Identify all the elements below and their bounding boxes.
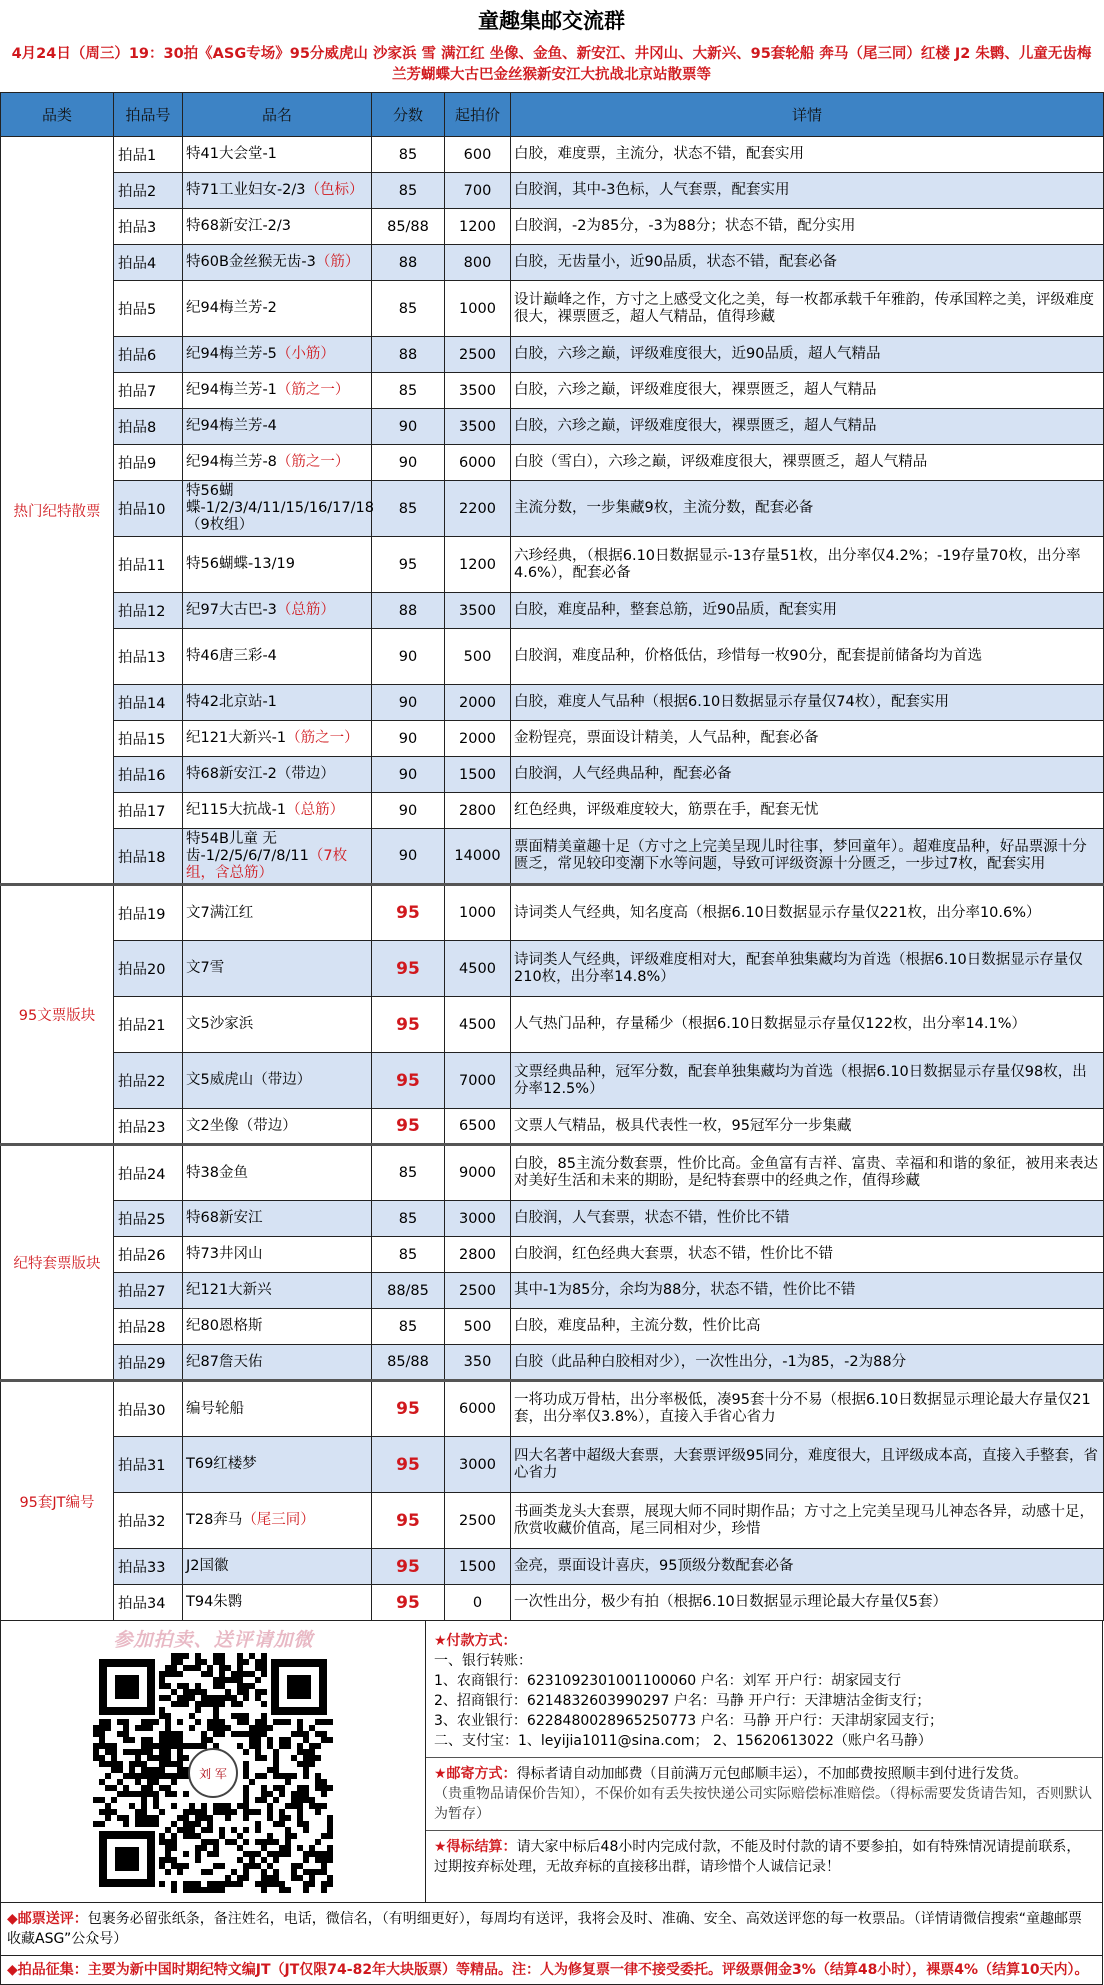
mailing-heading: ★邮寄方式：	[434, 1766, 517, 1782]
lot-start-price: 4500	[445, 941, 511, 997]
lot-name-text: 文7满江红	[186, 904, 254, 921]
lot-code: 拍品12	[114, 593, 183, 629]
qr-heading: 参加拍卖、送评请加微	[113, 1629, 314, 1651]
lot-name-text: T28奔马	[186, 1512, 243, 1528]
lot-start-price: 3500	[445, 409, 511, 445]
lot-name-text: 特68新安江-2/3	[186, 218, 292, 234]
lot-code: 拍品2	[114, 173, 183, 209]
lot-name-note: （小筋）	[276, 346, 335, 362]
lot-code: 拍品30	[114, 1381, 183, 1437]
qr-logo: 刘 军	[199, 1767, 227, 1781]
table-row	[1, 885, 1104, 941]
payment-heading: ★付款方式：	[434, 1633, 517, 1649]
lot-name-text: 纪121大新兴-1	[186, 730, 287, 746]
lot-name-text: T69红楼梦	[186, 1456, 257, 1472]
table-row	[1, 481, 1104, 537]
lot-name-text: 纪94梅兰芳-4	[186, 418, 277, 434]
lot-name	[183, 481, 372, 537]
settlement-info	[434, 1837, 1094, 1877]
lot-name-note: （筋）	[315, 254, 360, 270]
lot-name-text: 特71工业妇女-2/3	[186, 182, 306, 198]
lot-code: 拍品4	[114, 245, 183, 281]
lot-name	[183, 941, 372, 997]
table-row	[1, 629, 1104, 685]
header-category: 品类	[1, 93, 114, 137]
lot-name	[183, 281, 372, 337]
auction-subtitle: 4月24日（周三）19：30拍《ASG专场》95分威虎山 沙家浜 雪 满江红 坐像、金鱼、新安江、井冈山、大新兴、95套轮船 奔马（尾三同）红楼 J2 朱鹮、儿童无齿梅兰芳蝴蝶大古巴金丝猴新安江大抗战北京站散票等	[11, 46, 1092, 83]
lot-start-price: 2500	[445, 1273, 511, 1309]
table-row	[1, 1109, 1104, 1145]
qr-panel	[1, 1621, 426, 1902]
lot-name	[183, 629, 372, 685]
lot-name	[183, 593, 372, 629]
lot-code: 拍品9	[114, 445, 183, 481]
grading-text: 包裹务必留张纸条，备注姓名，电话，微信名，（有明细更好），每周均有送评，我将会及时、准确、安全、高效送评您的每一枚票品。（详情请微信搜索“童趣邮票收藏ASG”公众号）	[7, 1911, 1083, 1947]
lot-start-price: 0	[445, 1585, 511, 1621]
table-row	[1, 373, 1104, 409]
lot-score: 90	[372, 793, 445, 829]
lot-name-text: 纪87詹天佑	[186, 1353, 263, 1370]
header-code: 拍品号	[114, 93, 183, 137]
category-label: 纪特套票版块	[1, 1145, 114, 1381]
lot-name-text: 文5威虎山（带边）	[186, 1072, 312, 1088]
lot-code: 拍品13	[114, 629, 183, 685]
table-row	[1, 1145, 1104, 1201]
lot-detail: 白胶，六珍之巅，评级难度很大，裸票匮乏，超人气精品	[511, 373, 1104, 409]
lot-start-price: 500	[445, 1309, 511, 1345]
lot-score: 85/88	[372, 209, 445, 245]
table-row	[1, 281, 1104, 337]
lot-name-text: 纪115大抗战-1	[186, 802, 287, 818]
lot-name-text: 特41大会堂-1	[186, 146, 277, 162]
lot-score: 95	[372, 1437, 445, 1493]
lot-name-text: 文5沙家浜	[186, 1016, 254, 1032]
lot-start-price: 9000	[445, 1145, 511, 1201]
grading-heading: ◆邮票送评：	[7, 1911, 88, 1927]
lot-name	[183, 1549, 372, 1585]
lot-code: 拍品5	[114, 281, 183, 337]
payment-line: 1、农商银行：6231092301001100060 户名：刘军 开户行：胡家园支行	[434, 1673, 902, 1689]
lot-start-price: 2000	[445, 721, 511, 757]
lot-score: 95	[372, 885, 445, 941]
lot-code: 拍品27	[114, 1273, 183, 1309]
lot-code: 拍品21	[114, 997, 183, 1053]
lot-score: 85	[372, 1145, 445, 1201]
lot-code: 拍品19	[114, 885, 183, 941]
lot-name	[183, 1381, 372, 1437]
header-price: 起拍价	[445, 93, 511, 137]
lot-score: 95	[372, 941, 445, 997]
lot-detail: 金粉锃亮，票面设计精美，人气品种，配套必备	[511, 721, 1104, 757]
lot-name-note: （筋之一）	[286, 730, 359, 746]
lot-score: 95	[372, 1549, 445, 1585]
lot-code: 拍品31	[114, 1437, 183, 1493]
lot-name-text: T94朱鹮	[186, 1594, 243, 1610]
table-row	[1, 1237, 1104, 1273]
lot-detail: 白胶，难度人气品种（根据6.10日数据显示存量仅74枚），配套实用	[511, 685, 1104, 721]
lot-name	[183, 1109, 372, 1145]
lot-detail: 白胶润，-2为85分，-3为88分；状态不错，配分实用	[511, 209, 1104, 245]
lot-score: 95	[372, 1109, 445, 1145]
lot-detail: 白胶润，红色经典大套票，状态不错，性价比不错	[511, 1237, 1104, 1273]
lot-name-text: 特73井冈山	[186, 1246, 263, 1262]
lot-detail: 红色经典，评级难度较大，筋票在手，配套无忧	[511, 793, 1104, 829]
table-row	[1, 1053, 1104, 1109]
lot-name	[183, 245, 372, 281]
lot-name-note: （筋之一）	[276, 382, 350, 398]
lot-name	[183, 885, 372, 941]
lot-detail: 诗词类人气经典，评级难度相对大，配套单独集藏均为首选（根据6.10日数据显示存量仅210枚，出分率14.8%）	[511, 941, 1104, 997]
lot-name	[183, 537, 372, 593]
lot-start-price: 3000	[445, 1201, 511, 1237]
lot-code: 拍品29	[114, 1345, 183, 1381]
lot-detail: 一次性出分，极少有拍（根据6.10日数据显示理论最大存量仅5套）	[511, 1585, 1104, 1621]
lot-name	[183, 445, 372, 481]
lot-name	[183, 1585, 372, 1621]
lot-start-price: 7000	[445, 1053, 511, 1109]
lot-detail: 文票人气精品，极具代表性一枚，95冠军分一步集藏	[511, 1109, 1104, 1145]
settlement-heading: ★得标结算：	[434, 1839, 517, 1855]
lot-name-text: 纪94梅兰芳-1	[186, 382, 277, 398]
table-row	[1, 1345, 1104, 1381]
lot-code: 拍品8	[114, 409, 183, 445]
lot-name-text: 特68新安江	[186, 1210, 263, 1226]
header-score: 分数	[372, 93, 445, 137]
lot-start-price: 1200	[445, 537, 511, 593]
table-header-row	[1, 93, 1104, 137]
lot-score: 88/85	[372, 1273, 445, 1309]
lot-code: 拍品22	[114, 1053, 183, 1109]
table-row	[1, 337, 1104, 373]
lot-start-price: 1500	[445, 757, 511, 793]
lot-detail: 白胶，六珍之巅，评级难度很大，裸票匮乏，超人气精品	[511, 409, 1104, 445]
table-row	[1, 793, 1104, 829]
lot-score: 85	[372, 173, 445, 209]
lot-score: 90	[372, 445, 445, 481]
lot-score: 90	[372, 829, 445, 885]
lot-score: 95	[372, 1493, 445, 1549]
lot-code: 拍品18	[114, 829, 183, 885]
lot-code: 拍品25	[114, 1201, 183, 1237]
lot-code: 拍品23	[114, 1109, 183, 1145]
table-row	[1, 1309, 1104, 1345]
lot-detail: 主流分数，一步集藏9枚，主流分数，配套必备	[511, 481, 1104, 537]
lot-detail: 设计巅峰之作，方寸之上感受文化之美，每一枚都承载千年雅韵，传承国粹之美，评级难度很大，裸票匮乏，超人气精品，值得珍藏	[511, 281, 1104, 337]
lot-name-text: 纪80恩格斯	[186, 1318, 263, 1334]
lot-code: 拍品16	[114, 757, 183, 793]
table-row	[1, 1549, 1104, 1585]
lot-table	[0, 92, 1104, 1621]
lot-score: 85	[372, 481, 445, 537]
lot-name-text: 文7雪	[186, 960, 225, 976]
lot-detail: 金亮，票面设计喜庆，95顶级分数配套必备	[511, 1549, 1104, 1585]
lot-name	[183, 721, 372, 757]
lot-start-price: 1000	[445, 281, 511, 337]
lot-start-price: 350	[445, 1345, 511, 1381]
table-row	[1, 137, 1104, 173]
lot-score: 88	[372, 337, 445, 373]
lot-name	[183, 829, 372, 885]
lot-code: 拍品1	[114, 137, 183, 173]
lot-name-text: 纪94梅兰芳-5	[186, 346, 277, 362]
lot-code: 拍品7	[114, 373, 183, 409]
lot-name-text: 纪121大新兴	[186, 1282, 272, 1298]
lot-score: 85	[372, 1237, 445, 1273]
lot-code: 拍品3	[114, 209, 183, 245]
lot-start-price: 4500	[445, 997, 511, 1053]
table-row	[1, 997, 1104, 1053]
lot-start-price: 1500	[445, 1549, 511, 1585]
lot-start-price: 600	[445, 137, 511, 173]
lot-score: 85	[372, 373, 445, 409]
wechat-qr-code[interactable]	[93, 1653, 333, 1893]
payment-line: 2、招商银行：6214832603990297 户名：马静 开户行：天津塘沽金街支行；	[434, 1693, 931, 1709]
lot-detail: 白胶，无齿量小，近90品质，状态不错，配套必备	[511, 245, 1104, 281]
lot-name	[183, 1345, 372, 1381]
consignment-info: ◆拍品征集：主要为新中国时期纪特文编JT（JT仅限74-82年大块版票）等精品。注：人为修复票一律不接受委托。评级票佣金3%（结算48小时），裸票4%（结算10天内）。	[0, 1956, 1103, 1985]
category-label: 热门纪特散票	[1, 137, 114, 885]
lot-code: 拍品17	[114, 793, 183, 829]
lot-name-text: 特42北京站-1	[186, 694, 277, 710]
lot-code: 拍品33	[114, 1549, 183, 1585]
lot-name	[183, 173, 372, 209]
table-row	[1, 1585, 1104, 1621]
lot-score: 95	[372, 1585, 445, 1621]
lot-score: 90	[372, 629, 445, 685]
table-row	[1, 1493, 1104, 1549]
mailing-text: 得标者请自动加邮费（目前满万元包邮顺丰运），不加邮费按照顺丰到付进行发货。	[516, 1766, 1028, 1782]
lot-score: 95	[372, 997, 445, 1053]
table-row	[1, 1201, 1104, 1237]
lot-detail: 一将功成万骨枯，出分率极低，凑95套十分不易（根据6.10日数据显示理论最大存量仅21套，出分率仅3.8%），直接入手省心省力	[511, 1381, 1104, 1437]
lot-start-price: 6500	[445, 1109, 511, 1145]
lot-score: 90	[372, 721, 445, 757]
lot-detail: 书画类龙头大套票，展现大师不同时期作品；方寸之上完美呈现马儿神态各异，动感十足，欣赏收藏价值高，尾三同相对少，珍惜	[511, 1493, 1104, 1549]
lot-score: 88	[372, 593, 445, 629]
lot-name-note: （总筋）	[286, 802, 345, 818]
lot-name	[183, 1493, 372, 1549]
table-row	[1, 941, 1104, 997]
lot-name-text: 特54B儿童 无齿-1/2/5/6/7/8/11	[186, 830, 309, 864]
lot-score: 95	[372, 1381, 445, 1437]
lot-name-text: 文2坐像（带边）	[186, 1117, 297, 1134]
table-row	[1, 829, 1104, 885]
lot-code: 拍品6	[114, 337, 183, 373]
lot-name	[183, 409, 372, 445]
lot-start-price: 1000	[445, 885, 511, 941]
payment-line: 一、银行转账：	[434, 1653, 532, 1669]
mailing-info	[434, 1764, 1094, 1784]
lot-detail: 白胶（此品种白胶相对少），一次性出分，-1为85，-2为88分	[511, 1345, 1104, 1381]
lot-start-price: 2800	[445, 793, 511, 829]
lot-name-text: 特60B金丝猴无齿-3	[186, 254, 316, 270]
lot-code: 拍品10	[114, 481, 183, 537]
lot-name	[183, 793, 372, 829]
lot-name-text: 特38金鱼	[186, 1164, 248, 1181]
grading-service-info	[0, 1903, 1103, 1956]
lot-code: 拍品34	[114, 1585, 183, 1621]
lot-code: 拍品32	[114, 1493, 183, 1549]
lot-name-note: （总筋）	[276, 602, 335, 618]
lot-score: 85	[372, 1309, 445, 1345]
lot-detail: 白胶（雪白），六珍之巅，评级难度很大，裸票匮乏，超人气精品	[511, 445, 1104, 481]
lot-detail: 四大名著中超级大套票，大套票评级95同分，难度很大，且评级成本高，直接入手整套，省心省力	[511, 1437, 1104, 1493]
lot-start-price: 3500	[445, 373, 511, 409]
lot-start-price: 800	[445, 245, 511, 281]
lot-detail: 六珍经典，（根据6.10日数据显示-13存量51枚，出分率仅4.2%；-19存量70枚，出分率4.6%），配套必备	[511, 537, 1104, 593]
table-row	[1, 245, 1104, 281]
lot-score: 90	[372, 757, 445, 793]
lot-name-text: 编号轮船	[186, 1400, 244, 1417]
table-row	[1, 173, 1104, 209]
lot-name	[183, 757, 372, 793]
lot-code: 拍品26	[114, 1237, 183, 1273]
page-title: 童趣集邮交流群	[478, 8, 625, 33]
category-label: 95套JT编号	[1, 1381, 114, 1621]
lot-score: 90	[372, 409, 445, 445]
header-detail: 详情	[511, 93, 1104, 137]
lot-code: 拍品24	[114, 1145, 183, 1201]
lot-start-price: 700	[445, 173, 511, 209]
lot-detail: 白胶，难度票，主流分，状态不错，配套实用	[511, 137, 1104, 173]
lot-name	[183, 337, 372, 373]
payment-info	[426, 1621, 1102, 1902]
lot-name	[183, 1437, 372, 1493]
lot-start-price: 1200	[445, 209, 511, 245]
lot-start-price: 3500	[445, 593, 511, 629]
lot-name-text: 特56蝴蝶-1/2/3/4/11/15/16/17/18（9枚组）	[186, 483, 374, 533]
payment-line: 3、农业银行：6228480028965250773 户名：马静 开户行：天津胡家园支行；	[434, 1713, 944, 1729]
payment-line: 二、支付宝：1、leyijia1011@sina.com； 2、15620613022（账户名马静）	[434, 1733, 932, 1749]
lot-start-price: 14000	[445, 829, 511, 885]
lot-detail: 人气热门品种，存量稀少（根据6.10日数据显示存量仅122枚，出分率14.1%）	[511, 997, 1104, 1053]
lot-detail: 票面精美童趣十足（方寸之上完美呈现儿时往事，梦回童年）。超难度品种，好品票源十分匮乏，常见较印变潮下水等问题，导致可评级资源十分匮乏，一步过7枚，配套实用	[511, 829, 1104, 885]
mailing-note: （贵重物品请保价告知），不保价如有丢失按快递公司实际赔偿标准赔偿。（得标需要发货请告知，否则默认为暂存）	[434, 1786, 1092, 1822]
header-name: 品名	[183, 93, 372, 137]
lot-start-price: 2800	[445, 1237, 511, 1273]
table-row	[1, 409, 1104, 445]
table-row	[1, 757, 1104, 793]
lot-name-note: （色标）	[305, 182, 364, 198]
lot-detail: 白胶，85主流分数套票，性价比高。金鱼富有吉祥、富贵、幸福和和谐的象征，被用来表达对美好生活和未来的期盼，是纪特套票中的经典之作，值得珍藏	[511, 1145, 1104, 1201]
lot-start-price: 2200	[445, 481, 511, 537]
settlement-text: 请大家中标后48小时内完成付款，不能及时付款的请不要参拍，如有特殊情况请提前联系，过期按弃标处理，无故弃标的直接移出群，请珍惜个人诚信记录！	[434, 1839, 1081, 1875]
lot-name	[183, 1053, 372, 1109]
lot-name	[183, 1273, 372, 1309]
lot-score: 95	[372, 1053, 445, 1109]
lot-detail: 诗词类人气经典，知名度高（根据6.10日数据显示存量仅221枚，出分率10.6%）	[511, 885, 1104, 941]
lot-code: 拍品11	[114, 537, 183, 593]
lot-detail: 白胶，六珍之巅，评级难度很大，近90品质，超人气精品	[511, 337, 1104, 373]
lot-name	[183, 137, 372, 173]
table-row	[1, 1437, 1104, 1493]
lot-name	[183, 997, 372, 1053]
lot-detail: 白胶润，人气经典品种，配套必备	[511, 757, 1104, 793]
lot-score: 85	[372, 1201, 445, 1237]
lot-name-text: 纪94梅兰芳-8	[186, 454, 277, 470]
lot-detail: 文票经典品种，冠军分数，配套单独集藏均为首选（根据6.10日数据显示存量仅98枚，出分率12.5%）	[511, 1053, 1104, 1109]
table-row	[1, 537, 1104, 593]
lot-score: 85	[372, 281, 445, 337]
lot-score: 88	[372, 245, 445, 281]
lot-name-text: 特46唐三彩-4	[186, 648, 277, 664]
lot-start-price: 2500	[445, 337, 511, 373]
lot-code: 拍品28	[114, 1309, 183, 1345]
lot-detail: 白胶，难度品种，主流分数，性价比高	[511, 1309, 1104, 1345]
lot-name-text: J2国徽	[186, 1558, 229, 1574]
lot-name-text: 特56蝴蝶-13/19	[186, 556, 295, 572]
lot-detail: 白胶润，难度品种，价格低估，珍惜每一枚90分，配套提前储备均为首选	[511, 629, 1104, 685]
table-row	[1, 1273, 1104, 1309]
table-row	[1, 445, 1104, 481]
lot-name	[183, 373, 372, 409]
contact-section	[0, 1621, 1103, 1903]
lot-start-price: 3000	[445, 1437, 511, 1493]
table-row	[1, 209, 1104, 245]
lot-score: 85	[372, 137, 445, 173]
table-row	[1, 593, 1104, 629]
table-row	[1, 685, 1104, 721]
lot-name	[183, 1145, 372, 1201]
lot-start-price: 500	[445, 629, 511, 685]
table-row	[1, 1381, 1104, 1437]
lot-name	[183, 1201, 372, 1237]
lot-code: 拍品14	[114, 685, 183, 721]
lot-name	[183, 1309, 372, 1345]
lot-code: 拍品20	[114, 941, 183, 997]
lot-name-note: （筋之一）	[276, 454, 350, 470]
lot-name-text: 纪94梅兰芳-2	[186, 300, 277, 316]
lot-start-price: 2000	[445, 685, 511, 721]
lot-name	[183, 1237, 372, 1273]
category-label: 95文票版块	[1, 885, 114, 1145]
lot-name-text: 特68新安江-2（带边）	[186, 766, 335, 782]
lot-name-note: （7枚组，含总筋）	[186, 847, 348, 881]
lot-detail: 白胶润，其中-3色标，人气套票，配套实用	[511, 173, 1104, 209]
table-row	[1, 721, 1104, 757]
lot-detail: 白胶润，人气套票，状态不错，性价比不错	[511, 1201, 1104, 1237]
lot-score: 90	[372, 685, 445, 721]
lot-start-price: 6000	[445, 1381, 511, 1437]
lot-detail: 其中-1为85分，余均为88分，状态不错，性价比不错	[511, 1273, 1104, 1309]
lot-name-text: 纪97大古巴-3	[186, 602, 277, 618]
lot-name	[183, 209, 372, 245]
lot-start-price: 6000	[445, 445, 511, 481]
lot-code: 拍品15	[114, 721, 183, 757]
lot-score: 95	[372, 537, 445, 593]
lot-name-note: （尾三同）	[242, 1512, 315, 1528]
lot-score: 85/88	[372, 1345, 445, 1381]
lot-name	[183, 685, 372, 721]
lot-detail: 白胶，难度品种，整套总筋，近90品质，配套实用	[511, 593, 1104, 629]
lot-start-price: 2500	[445, 1493, 511, 1549]
